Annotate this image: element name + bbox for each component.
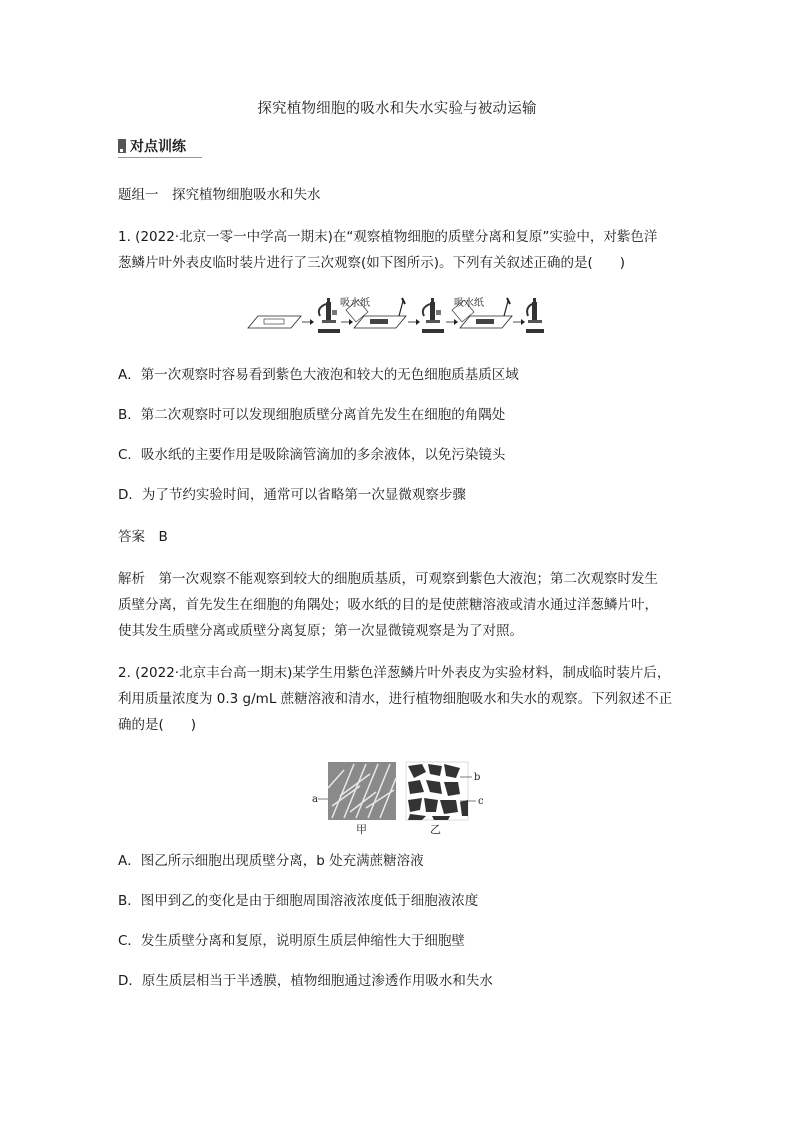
microscope-1-icon xyxy=(318,298,340,333)
q2-stem-line2: 利用质量浓度为 0.3 g/mL 蔗糖溶液和清水，进行植物细胞吸水和失水的观察。下列叙述不正 xyxy=(118,691,673,707)
q1-option-b: B．第二次观察时可以发现细胞质壁分离首先发生在细胞的角隅处 xyxy=(118,407,506,423)
label-jia: 甲 xyxy=(356,823,367,836)
section-marker-icon xyxy=(118,139,126,153)
q1-option-a: A．第一次观察时容易看到紫色大液泡和较大的无色细胞质基质区域 xyxy=(118,367,519,383)
q1-stem-line2: 葱鳞片叶外表皮临时装片进行了三次观察(如下图所示)。下列有关叙述正确的是( ) xyxy=(118,255,626,271)
q2-option-d: D．原生质层相当于半透膜，植物细胞通过渗透作用吸水和失水 xyxy=(118,973,493,989)
q1-answer: 答案 B xyxy=(118,529,168,545)
coverslip-1 xyxy=(264,319,284,324)
label-b: b xyxy=(474,772,481,783)
label-yi: 乙 xyxy=(430,823,441,836)
slide-1 xyxy=(248,316,301,328)
q1-option-c: C．吸水纸的主要作用是吸除滴管滴加的多余液体，以免污染镜头 xyxy=(118,447,506,463)
microscope-3-icon xyxy=(526,298,544,333)
q2-option-c: C．发生质壁分离和复原，说明原生质层伸缩性大于细胞壁 xyxy=(118,933,465,949)
section-underline xyxy=(118,157,202,158)
q2-cell-micrograph-figure xyxy=(310,760,490,836)
micrograph-jia xyxy=(328,762,396,820)
label-a: a xyxy=(312,794,318,805)
label-c: c xyxy=(478,796,484,807)
q2-option-b: B．图甲到乙的变化是由于细胞周围溶液浓度低于细胞液浓度 xyxy=(118,893,479,909)
q1-option-d: D．为了节约实验时间，通常可以省略第一次显微观察步骤 xyxy=(118,487,466,503)
section-label: 对点训练 xyxy=(130,139,186,155)
q2-option-a: A．图乙所示细胞出现质壁分离，b 处充满蔗糖溶液 xyxy=(118,853,424,869)
q1-explanation-line3: 使其发生质壁分离或质壁分离复原；第一次显微镜观察是为了对照。 xyxy=(118,623,523,639)
q1-label-blotting-1: 吸水纸 xyxy=(340,298,370,309)
q1-experiment-diagram xyxy=(246,296,546,336)
q1-stem-line1: 1. (2022·北京一零一中学高一期末)在“观察植物细胞的质壁分离和复原”实验中，对紫色洋 xyxy=(118,229,658,245)
section-heading xyxy=(118,136,202,156)
q2-stem-line3: 确的是( ) xyxy=(118,717,197,733)
q1-explanation-line1: 解析 第一次观察不能观察到较大的细胞质基质，可观察到紫色大液泡；第二次观察时发生 xyxy=(118,571,658,587)
page-title: 探究植物细胞的吸水和失水实验与被动运输 xyxy=(257,101,537,117)
q2-stem-line1: 2. (2022·北京丰台高一期末)某学生用紫色洋葱鳞片叶外表皮为实验材料，制成临时装片后， xyxy=(118,665,671,681)
microscope-2-icon xyxy=(422,298,444,333)
question-group-heading: 题组一 探究植物细胞吸水和失水 xyxy=(118,187,321,203)
q1-explanation-line2: 质壁分离，首先发生在细胞的角隅处；吸水纸的目的是使蔗糖溶液或清水通过洋葱鳞片叶， xyxy=(118,597,658,613)
q1-label-blotting-2: 吸水纸 xyxy=(454,298,484,309)
